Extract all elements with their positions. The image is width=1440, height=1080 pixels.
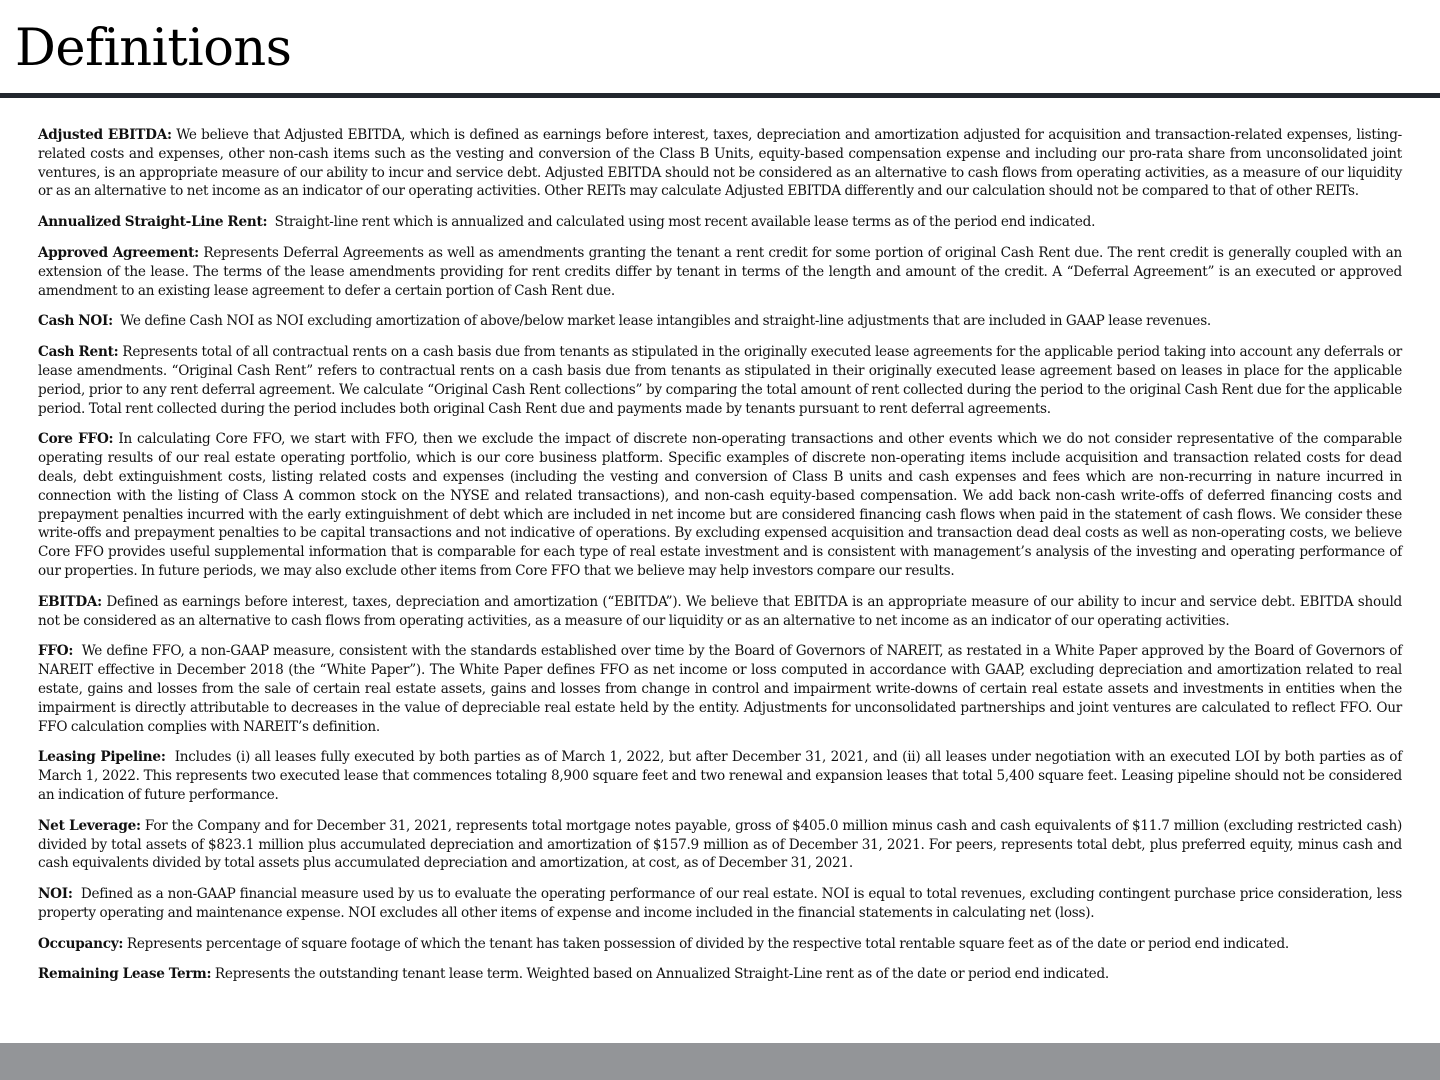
definition-net-leverage <box>38 817 1402 873</box>
definition-cash-noi <box>38 312 1402 331</box>
definition-text: Includes (i) all leases fully executed by both parties as of March 1, 2022, but after December 31, 2021, and (ii) all leases under negotiation with an executed LOI by both parties as of March 1, 2022. This represents two executed lease that commences totaling 8,900 square feet and two renewal and expansion leases that total 5,400 square feet. Leasing pipeline should not be considered an indication of future performance. <box>38 749 1402 803</box>
definition-text: Represents percentage of square footage of which the tenant has taken possession of divided by the respective total rentable square feet as of the date or period end indicated. <box>126 935 1290 952</box>
definition-term: Approved Agreement: <box>38 244 199 261</box>
definition-text: Straight-line rent which is annualized and calculated using most recent available lease terms as of the period end indicated. <box>274 214 1096 231</box>
definition-term: NOI: <box>38 886 73 903</box>
definition-term: Net Leverage: <box>38 817 141 834</box>
footer-bar <box>0 1043 1440 1080</box>
definition-text: Represents Deferral Agreements as well as amendments granting the tenant a rent credit for some portion of original Cash Rent due. The rent credit is generally coupled with an extension of the lease. The terms of the lease amendments providing for rent credits differ by tenant in terms of the length and amount of the credit. A “Deferral Agreement” is an executed or approved amendment to an existing lease agreement to defer a certain portion of Cash Rent due. <box>38 244 1402 299</box>
definition-text: Defined as a non-GAAP financial measure used by us to evaluate the operating performance of our real estate. NOI is equal to total revenues, excluding contingent purchase price consideration, less property operating and maintenance expense. NOI excludes all other items of expense and income included in the financial statements in calculating net (loss). <box>38 886 1402 921</box>
definition-term: Leasing Pipeline: <box>38 749 166 766</box>
definition-leasing-pipeline <box>38 748 1402 804</box>
definition-text: Represents total of all contractual rents on a cash basis due from tenants as stipulated in the originally executed lease agreements for the applicable period taking into account any deferrals or lease amendments. “Original Cash Rent” refers to contractual rents on a cash basis due from tenants as stipulated in their originally executed lease agreement based on leases in place for the applicable period, prior to any rent deferral agreement. We calculate “Original Cash Rent collections” by comparing the total amount of rent collected during the period to the original Cash Rent due for the applicable period. Total rent collected during the period includes both original Cash Rent due and payments made by tenants pursuant to rent deferral agreements. <box>38 344 1402 417</box>
definition-ffo <box>38 642 1402 736</box>
definition-term: Annualized Straight-Line Rent: <box>38 214 268 231</box>
definition-text: We believe that Adjusted EBITDA, which is defined as earnings before interest, taxes, depreciation and amortization adjusted for acquisition and transaction-related expenses, listing-related costs and expenses, other non-cash items such as the vesting and conversion of the Class B Units, equity-based compensation expense and including our pro-rata share from unconsolidated joint ventures, is an appropriate measure of our ability to incur and service debt. Adjusted EBITDA should not be considered as an alternative to cash flows from operating activities, as a measure of our liquidity or as an alternative to net income as an indicator of our operating activities. Other REITs may calculate Adjusted EBITDA differently and our calculation should not be compared to that of other REITs. <box>38 127 1403 200</box>
definition-text: Represents the outstanding tenant lease term. Weighted based on Annualized Straight-Line rent as of the date or period end indicated. <box>214 966 1109 983</box>
definition-term: Adjusted EBITDA: <box>38 127 172 143</box>
definition-adjusted-ebitda <box>38 126 1402 201</box>
definition-term: FFO: <box>38 643 74 660</box>
definition-text: Defined as earnings before interest, taxes, depreciation and amortization (“EBITDA”). We believe that EBITDA is an appropriate measure of our ability to incur and service debt. EBITDA should not be considered as an alternative to cash flows from operating activities, as a measure of our liquidity or as an alternative to net income as an indicator of our operating activities. <box>38 593 1402 629</box>
definition-term: Cash NOI: <box>38 313 113 330</box>
definition-approved-agreement <box>38 244 1402 300</box>
definition-text: For the Company and for December 31, 2021, represents total mortgage notes payable, gross of $405.0 million minus cash and cash equivalents of $11.7 million (excluding restricted cash) divided by total assets of $823.1 million plus accumulated depreciation and amortization of $157.9 million as of December 31, 2021. For peers, represents total debt, plus preferred equity, minus cash and cash equivalents divided by total assets plus accumulated depreciation and amortization, at cost, as of December 31, 2021. <box>38 817 1402 872</box>
definition-term: EBITDA: <box>38 593 102 610</box>
definition-occupancy <box>38 935 1402 954</box>
page-title: Definitions <box>15 19 292 78</box>
definition-cash-rent <box>38 343 1402 418</box>
definition-annualized-straight-line-rent <box>38 213 1402 232</box>
definition-remaining-lease-term <box>38 965 1402 984</box>
definition-noi <box>38 885 1402 923</box>
definition-text: We define FFO, a non-GAAP measure, consistent with the standards established over time by the Board of Governors of NAREIT, as restated in a White Paper approved by the Board of Governors of NAREIT effective in December 2018 (the “White Paper”). The White Paper defines FFO as net income or loss computed in accordance with GAAP, excluding depreciation and amortization related to real estate, gains and losses from the sale of certain real estate assets, gains and losses from change in control and impairment write-downs of certain real estate assets and investments in entities when the impairment is directly attributable to decreases in the value of depreciable real estate held by the entity. Adjustments for unconsolidated partnerships and joint ventures are calculated to reflect FFO. Our FFO calculation complies with NAREIT’s definition. <box>38 643 1403 735</box>
definition-text: We define Cash NOI as NOI excluding amortization of above/below market lease intangibles and straight-line adjustments that are included in GAAP lease revenues. <box>120 313 1212 330</box>
definitions-list <box>38 126 1402 996</box>
definition-text: In calculating Core FFO, we start with FFO, then we exclude the impact of discrete non-operating transactions and other events which we do not consider representative of the comparable operating results of our real estate operating portfolio, which is our core business platform. Specific examples of discrete non-operating items include acquisition and transaction related costs for dead deals, debt extinguishment costs, listing related costs and expenses (including the vesting and conversion of Class B units and cash expenses and fees which are non-recurring in nature incurred in connection with the listing of Class A common stock on the NYSE and related transactions), and non-cash equity-based compensation. We add back non-cash write-offs of deferred financing costs and prepayment penalties incurred with the early extinguishment of debt which are included in net income but are considered financing cash flows when paid in the statement of cash flows. We consider these write-offs and prepayment penalties to be capital transactions and not indicative of operations. By excluding expensed acquisition and transaction dead deal costs as well as non-operating costs, we believe Core FFO provides useful supplemental information that is comparable for each type of real estate investment and is consistent with management’s analysis of the investing and operating performance of our properties. In future periods, we may also exclude other items from Core FFO that we believe may help investors compare our results. <box>38 431 1402 579</box>
title-divider <box>0 93 1440 98</box>
definition-term: Remaining Lease Term: <box>38 966 212 983</box>
definition-term: Cash Rent: <box>38 344 119 361</box>
definition-ebitda <box>38 593 1402 631</box>
definition-core-ffo <box>38 430 1402 580</box>
definition-term: Core FFO: <box>38 431 114 448</box>
definition-term: Occupancy: <box>38 935 124 952</box>
